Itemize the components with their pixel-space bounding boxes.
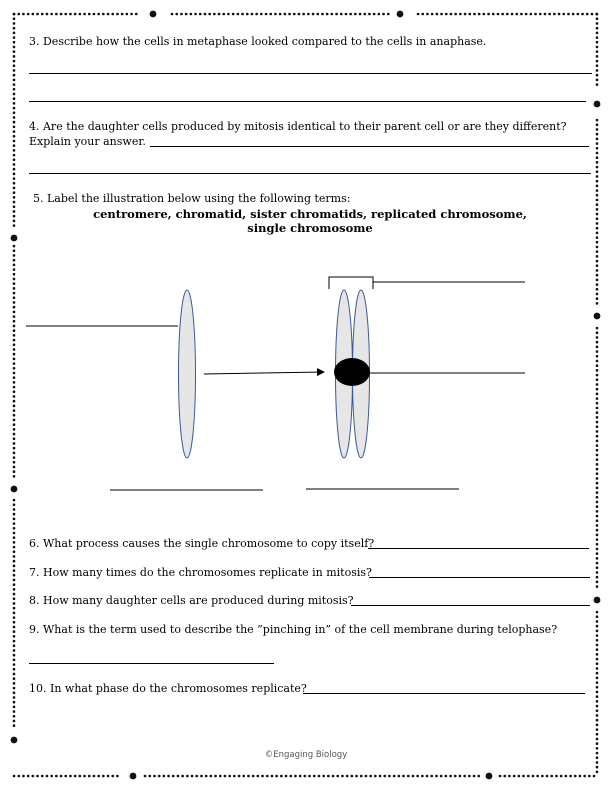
question-10: 10. In what phase do the chromosomes replicate? (29, 682, 307, 695)
term-list-line2: single chromosome (247, 221, 373, 235)
question-5-prompt: 5. Label the illustration below using the following terms: (33, 192, 351, 205)
single-chromosome-shape (179, 290, 196, 458)
question-6: 6. What process causes the single chromosome to copy itself? (29, 537, 375, 550)
question-4-line2: Explain your answer. (29, 135, 146, 148)
question-7: 7. How many times do the chromosomes replicate in mitosis? (29, 566, 372, 579)
centromere-shape (334, 358, 370, 386)
question-9: 9. What is the term used to describe the ”pinching in” of the cell membrane during telophase? (29, 623, 558, 636)
answer-line-q10[interactable] (303, 693, 585, 694)
answer-line-q8[interactable] (351, 605, 590, 606)
answer-line-q7[interactable] (369, 577, 590, 578)
question-8: 8. How many daughter cells are produced during mitosis? (29, 594, 354, 607)
question-3: 3. Describe how the cells in metaphase looked compared to the cells in anaphase. (29, 35, 487, 48)
sister-chromatids-bracket (329, 277, 373, 289)
term-list-line1: centromere, chromatid, sister chromatids, replicated chromosome, (93, 207, 527, 221)
copyright-footer: ©Engaging Biology (264, 750, 348, 760)
question-4-line1: 4. Are the daughter cells produced by mitosis identical to their parent cell or are they different? (29, 120, 567, 133)
answer-line-q6[interactable] (368, 548, 589, 549)
replication-arrow (204, 372, 324, 374)
answer-line-q9[interactable] (29, 663, 274, 664)
